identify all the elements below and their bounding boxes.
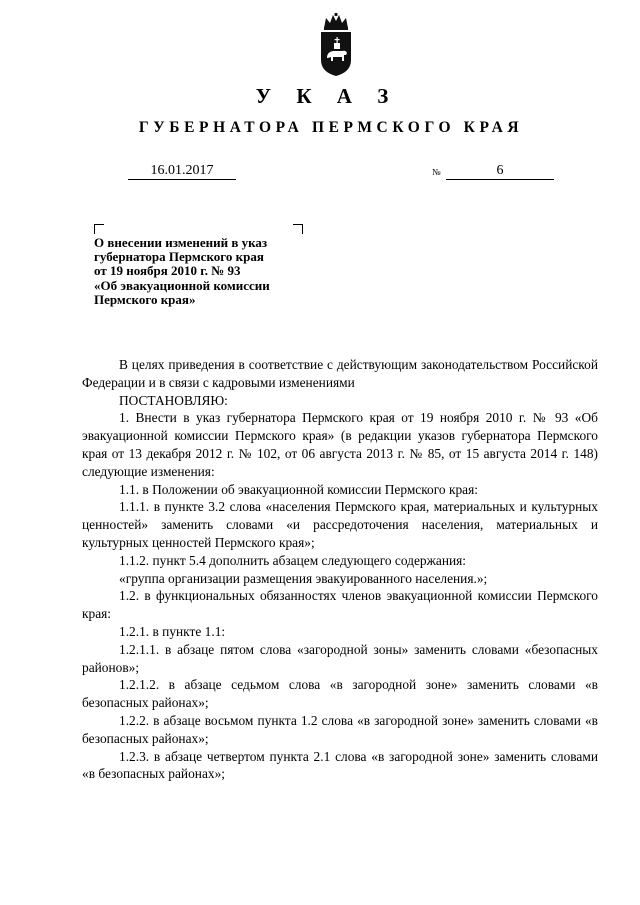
document-subtitle: ГУБЕРНАТОРА ПЕРМСКОГО КРАЯ <box>138 119 524 136</box>
heading-line: от 19 ноября 2010 г. № 93 <box>94 263 241 279</box>
heading-line: «Об эвакуационной комиссии <box>94 277 270 293</box>
body-paragraph: 1.2.1.1. в абзаце пятом слова «загородной зоны» заменить словами «безопасных районов»; <box>82 641 598 675</box>
body-paragraph: ПОСТАНОВЛЯЮ: <box>119 392 228 408</box>
body-paragraph: В целях приведения в соответствие с действующим законодательством Российской Федерации и в связи с кадровыми изменениями <box>82 357 598 390</box>
heading-line: губернатора Пермского края <box>94 249 264 265</box>
body-paragraph: 1.1. в Положении об эвакуационной комиссии Пермского края: <box>119 481 478 497</box>
body-paragraph: 1. Внести в указ губернатора Пермского края от 19 ноября 2010 г. № 93 «Об эвакуационной комиссии Пермского края» (в редакции указов губернатора Пермского края от 13 декабря 2012 г. № 102, от 06 августа 2013 г. № 85, от 15 августа 2014 г. 148) следующие изменения: <box>82 410 598 479</box>
decree-heading <box>94 236 324 307</box>
body-paragraph: 1.1.2. пункт 5.4 дополнить абзацем следующего содержания: <box>119 552 467 568</box>
body-paragraph: 1.2. в функциональных обязанностях членов эвакуационной комиссии Пермского края: <box>82 588 598 622</box>
number-sign: № <box>432 167 441 177</box>
decree-date: 16.01.2017 <box>128 162 236 180</box>
coat-of-arms-icon <box>318 12 354 78</box>
body-paragraph: «группа организации размещения эвакуированного населения.»; <box>119 570 488 586</box>
body-paragraph: 1.2.1.2. в абзаце седьмом слова «в загородной зоне» заменить словами «в безопасных районах»; <box>82 677 598 711</box>
decree-number: 6 <box>446 162 554 180</box>
body-paragraph: 1.2.2. в абзаце восьмом пункта 1.2 слова «в загородной зоне» заменить словами «в безопасных районах»; <box>82 712 598 746</box>
heading-corner-left <box>94 224 104 234</box>
document-title: У К А З <box>255 84 399 108</box>
heading-line: О внесении изменений в указ <box>94 235 268 250</box>
heading-line: Пермского края» <box>94 291 196 307</box>
heading-corner-right <box>293 224 303 234</box>
body-paragraph: 1.2.1. в пункте 1.1: <box>119 623 226 639</box>
decree-body <box>82 356 598 783</box>
body-paragraph: 1.2.3. в абзаце четвертом пункта 2.1 слова «в загородной зоне» заменить словами «в безопасных районах»; <box>82 748 598 782</box>
body-paragraph: 1.1.1. в пункте 3.2 слова «населения Пермского края, материальных и культурных ценностей» заменить словами «и рассредоточения населения, материальных и культурных ценностей Пермского края»; <box>82 499 598 550</box>
